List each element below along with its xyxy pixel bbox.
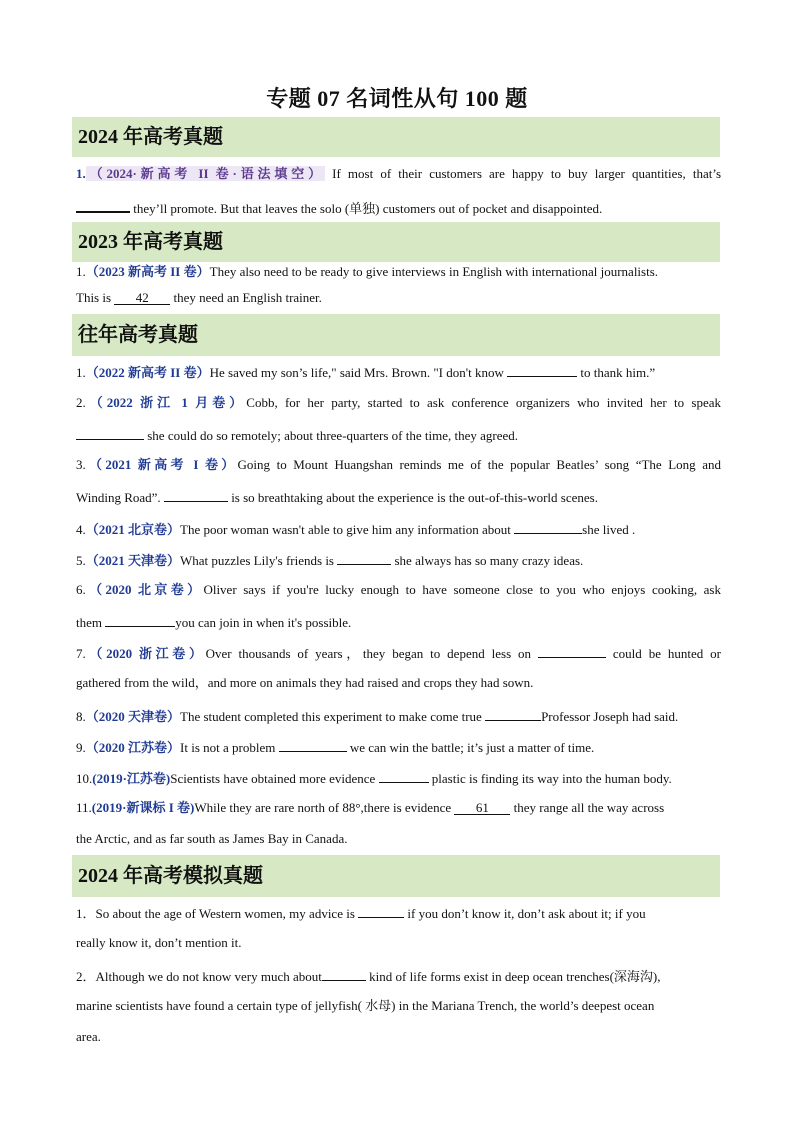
question-2024-line2	[76, 198, 721, 217]
past-question-11-line1	[76, 800, 721, 816]
question-2023-line1	[76, 264, 721, 280]
answer-blank[interactable]	[379, 769, 429, 783]
question-text: Although we do not know very much about	[95, 969, 322, 984]
question-text: Over thousands of years，they began to depend less on	[205, 646, 532, 661]
question-number: 1.	[76, 264, 86, 279]
question-number: 4.	[76, 522, 86, 537]
answer-blank[interactable]	[322, 967, 366, 981]
answer-blank[interactable]	[164, 488, 228, 502]
section-heading-mock-2024: 2024 年高考模拟真题	[72, 855, 720, 897]
past-question-3-line1	[76, 457, 721, 473]
question-source: （2021 北京卷）	[85, 522, 181, 537]
question-text: if you don’t know it, don’t ask about it; if you	[407, 906, 646, 921]
answer-blank[interactable]	[337, 551, 391, 565]
question-text: If most of their customers are happy to buy larger quantities, that’s	[332, 166, 722, 181]
question-text: Scientists have obtained more evidence	[170, 771, 376, 786]
question-text: kind of life forms exist in deep ocean trenches(深海沟),	[369, 969, 661, 984]
question-number: 1.	[76, 365, 86, 380]
question-text: to thank him.”	[580, 365, 656, 380]
answer-blank[interactable]	[105, 613, 175, 627]
question-text: So about the age of Western women, my advice is	[95, 906, 355, 921]
question-text: could be hunted or	[612, 646, 722, 661]
question-text: What puzzles Lily's friends is	[180, 553, 334, 568]
answer-blank[interactable]: 61	[454, 801, 510, 815]
question-text: While they are rare north of 88°,there is evidence	[194, 800, 452, 815]
answer-blank[interactable]: 42	[114, 291, 170, 305]
past-question-11-line2: the Arctic, and as far south as James Bay in Canada.	[76, 831, 348, 846]
question-text: she always has so many crazy ideas.	[394, 553, 584, 568]
answer-blank[interactable]	[514, 520, 582, 534]
question-number: 11.	[76, 800, 92, 815]
question-text: Going to Mount Huangshan reminds me of the popular Beatles’ song “The Long and	[237, 457, 721, 472]
mock-question-2-line3: area.	[76, 1029, 101, 1044]
question-text: This is	[76, 290, 112, 305]
question-number: 3.	[76, 457, 86, 472]
past-question-1	[76, 363, 721, 381]
question-source: （2024·新高考 II 卷·语法填空）	[85, 166, 326, 181]
question-2024-line1	[76, 166, 721, 182]
question-number: 1．	[76, 906, 96, 921]
question-text: you can join in when it's possible.	[175, 615, 352, 630]
past-question-8	[76, 707, 721, 725]
past-question-2-line2	[76, 426, 721, 444]
past-question-6-line1	[76, 582, 721, 598]
question-source: （2022 浙江 1 月卷）	[85, 395, 247, 410]
past-question-5	[76, 551, 721, 569]
answer-blank[interactable]	[485, 707, 541, 721]
mock-question-2-line1	[76, 967, 721, 985]
answer-blank[interactable]	[76, 198, 130, 213]
question-number: 5.	[76, 553, 86, 568]
question-number: 9.	[76, 740, 86, 755]
question-source: (2019·江苏卷)	[92, 771, 171, 786]
question-text: The poor woman wasn't able to give him any information about	[180, 522, 511, 537]
past-question-2-line1	[76, 395, 721, 411]
mock-question-2-line2: marine scientists have found a certain type of jellyfish( 水母) in the Mariana Trench, the world’s deepest ocean	[76, 998, 655, 1013]
question-text: we can win the battle; it’s just a matter of time.	[349, 740, 595, 755]
question-source: （2021 天津卷）	[85, 553, 181, 568]
question-text: they range all the way across	[513, 800, 665, 815]
question-source: （2020 浙江卷）	[85, 646, 206, 661]
past-question-10	[76, 769, 721, 787]
question-number: 2．	[76, 969, 96, 984]
question-text: she lived .	[582, 522, 636, 537]
question-text: It is not a problem	[180, 740, 276, 755]
answer-blank[interactable]	[538, 644, 606, 658]
question-source: （2020 天津卷）	[85, 709, 181, 724]
question-number: 8.	[76, 709, 86, 724]
question-number: 10.	[76, 771, 93, 786]
question-text: They also need to be ready to give interviews in English with international journalists.	[209, 264, 659, 279]
question-text: is so breathtaking about the experience is the out-of-this-world scenes.	[231, 490, 598, 505]
past-question-7-line2: gathered from the wild，and more on animals they had raised and crops they had sown.	[76, 675, 534, 690]
question-text: The student completed this experiment to make come true	[180, 709, 482, 724]
question-text: plastic is finding its way into the human body.	[431, 771, 672, 786]
mock-question-1-line2: really know it, don’t mention it.	[76, 935, 242, 950]
question-text: Professor Joseph had said.	[541, 709, 679, 724]
answer-blank[interactable]	[358, 904, 404, 918]
question-source: （2020 江苏卷）	[85, 740, 181, 755]
section-heading-past: 往年高考真题	[72, 314, 720, 356]
question-number: 7.	[76, 646, 86, 661]
mock-question-1-line1	[76, 904, 721, 922]
answer-blank[interactable]	[279, 738, 347, 752]
past-question-3-line2	[76, 488, 721, 506]
past-question-4	[76, 520, 721, 538]
page-title: 专题 07 名词性从句 100 题	[266, 86, 528, 111]
question-text: them	[76, 615, 102, 630]
question-number: 6.	[76, 582, 86, 597]
question-source: （2020 北京卷）	[85, 582, 204, 597]
question-number: 1.	[76, 166, 86, 181]
question-source: （2023 新高考 II 卷）	[85, 264, 210, 279]
question-text: they need an English trainer.	[173, 290, 322, 305]
question-2023-line2	[76, 290, 721, 306]
past-question-7-line1	[76, 644, 721, 662]
section-heading-2024: 2024 年高考真题	[72, 117, 720, 157]
question-text: Winding Road”.	[76, 490, 161, 505]
section-heading-2023: 2023 年高考真题	[72, 222, 720, 262]
answer-blank[interactable]	[76, 426, 144, 440]
question-text: He saved my son’s life," said Mrs. Brown. "I don't know	[209, 365, 504, 380]
past-question-6-line2	[76, 613, 721, 631]
question-source: (2019·新课标 I 卷)	[91, 800, 195, 815]
question-text: they’ll promote. But that leaves the solo (单独) customers out of pocket and disappointed.	[133, 201, 603, 216]
past-question-9	[76, 738, 721, 756]
question-text: she could do so remotely; about three-quarters of the time, they agreed.	[147, 428, 518, 443]
question-number: 2.	[76, 395, 86, 410]
question-source: （2021 新高考 I 卷）	[85, 457, 238, 472]
question-text: Oliver says if you're lucky enough to have someone close to you who enjoys cooking, ask	[203, 582, 721, 597]
question-text: Cobb, for her party, started to ask conference organizers who invited her to speak	[246, 395, 721, 410]
question-source: （2022 新高考 II 卷）	[85, 365, 210, 380]
answer-blank[interactable]	[507, 363, 577, 377]
